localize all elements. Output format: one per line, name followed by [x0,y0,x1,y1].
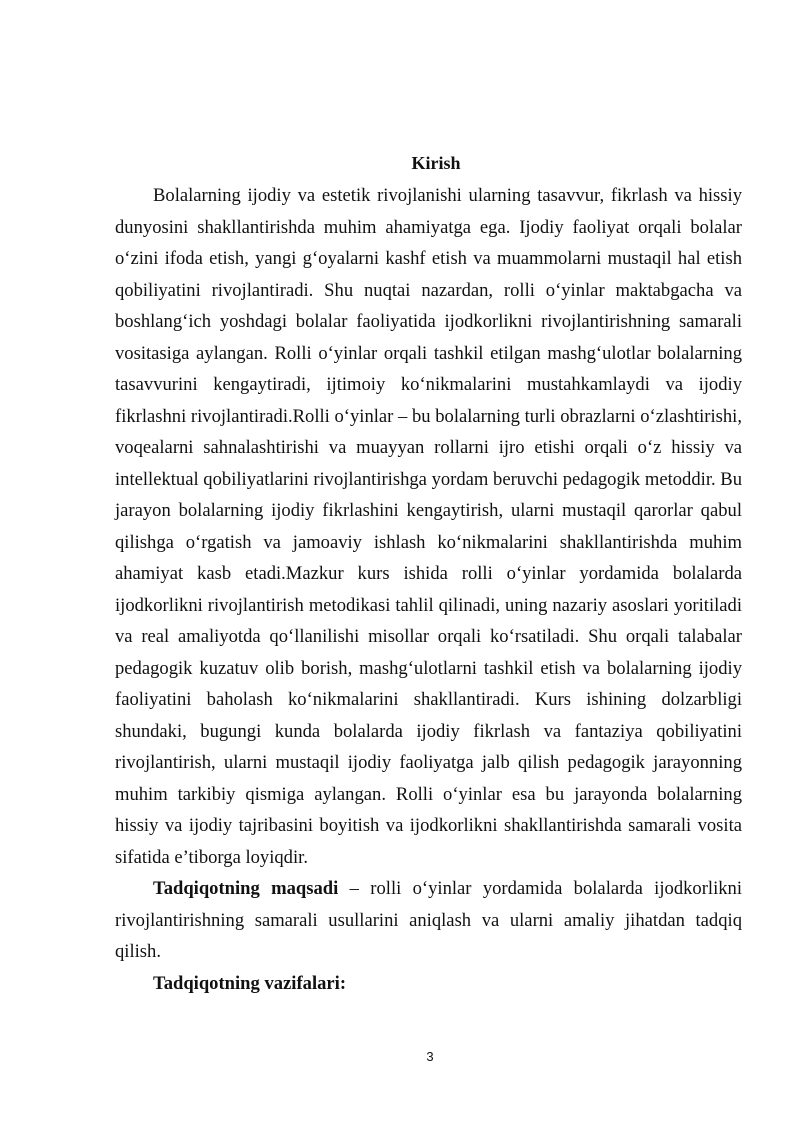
research-tasks-paragraph [115,968,742,1000]
section-heading: Kirish [411,153,461,173]
research-goal-text: – rolli o‘yinlar yordamida bolalarda ijodkorlikni rivojlantirishning samarali usullarini aniqlash va ularni amaliy jihatdan tadqiq qilish. [115,878,742,962]
research-tasks-label: Tadqiqotning vazifalari: [153,972,347,994]
research-goal-label: Tadqiqotning maqsadi [153,878,339,899]
intro-paragraph-text: Bolalarning ijodiy va estetik rivojlanishi ularning tasavvur, fikrlash va hissiy dunyosini shakllantirishda muhim ahamiyatga ega. Ijodiy faoliyat orqali bolalar o‘zini ifoda etish, yangi g‘oyalarni kashf etish va muammolarni mustaqil hal etish qobiliyatini rivojlantiradi. Shu nuqtai nazardan, rolli o‘yinlar maktabgacha va boshlang‘ich yoshdagi bolalar faoliyatida ijodkorlikni rivojlantirishning samarali vositasiga aylangan. Rolli o‘yinlar orqali tashkil etilgan mashg‘ulotlar bolalarning tasavvurini kengaytiradi, ijtimoiy ko‘nikmalarini mustahkamlaydi va ijodiy fikrlashni rivojlantiradi.Rolli o‘yinlar – bu bolalarning turli obrazlarni o‘zlashtirishi, voqealarni sahnalashtirishi va muayyan rollarni ijro etishi orqali o‘z hissiy va intellektual qobiliyatlarini rivojlantirishga yordam beruvchi pedagogik metoddir. Bu jarayon bolalarning ijodiy fikrlashini kengaytirish, ularni mustaqil qarorlar qabul qilishga o‘rgatish va jamoaviy ishlash ko‘nikmalarini shakllantirishda muhim ahamiyat kasb etadi.Mazkur kurs ishida rolli o‘yinlar yordamida bolalarda ijodkorlikni rivojlantirish metodikasi tahlil qilinadi, uning nazariy asoslari yoritiladi va real amaliyotda qo‘llanilishi misollar orqali ko‘rsatiladi. Shu orqali talabalar pedagogik kuzatuv olib borish, mashg‘ulotlarni tashkil etish va bolalarning ijodiy faoliyatini baholash ko‘nikmalarini shakllantiradi. Kurs ishining dolzarbligi shundaki, bugungi kunda bolalarda ijodiy fikrlash va fantaziya qobiliyatini rivojlantirish, ularni mustaqil ijodiy faoliyatga jalb qilish pedagogik jarayonning muhim tarkibiy qismiga aylangan. Rolli o‘yinlar esa bu jarayonda bolalarning hissiy va ijodiy tajribasini boyitish va ijodkorlikni shakllantirishda samarali vosita sifatida e’tiborga loyiqdir. [115,185,742,868]
body-text [115,180,742,999]
intro-paragraph [115,180,742,873]
page-number: 3 [426,1049,434,1064]
research-goal-paragraph [115,873,742,968]
